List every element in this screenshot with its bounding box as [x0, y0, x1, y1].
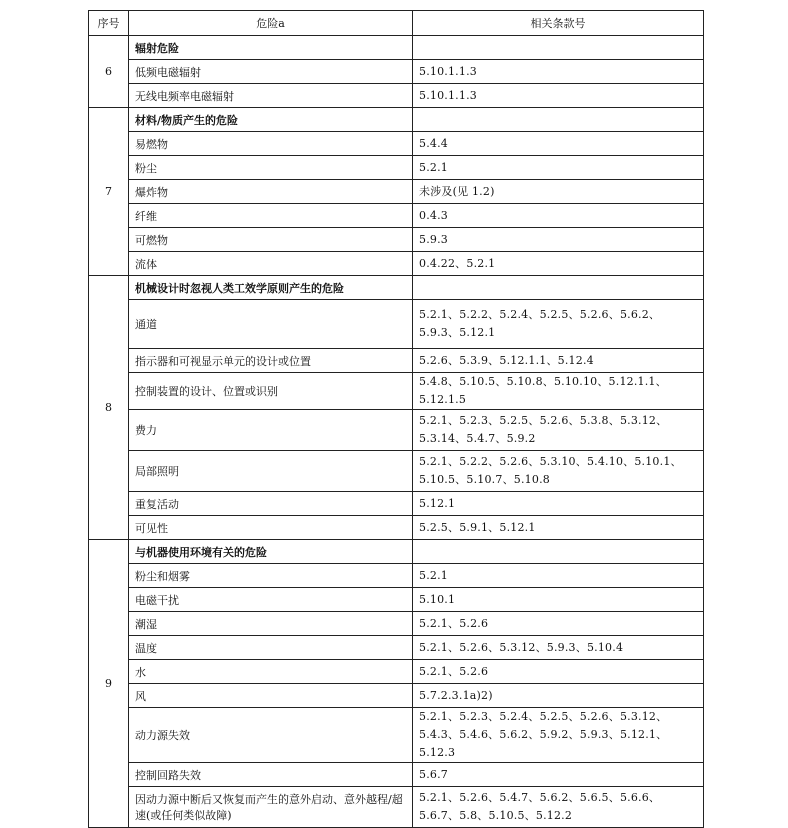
table-row: [89, 373, 704, 410]
group-number: 6: [89, 36, 129, 108]
category-title: 材料/物质产生的危险: [129, 108, 413, 132]
hazard-cell: 粉尘: [129, 156, 413, 180]
clauses-cell: 5.4.8、5.10.5、5.10.8、5.10.10、5.12.1.1、5.12.1.5: [413, 373, 704, 410]
table-row: [89, 588, 704, 612]
hazard-cell: 可燃物: [129, 228, 413, 252]
hazard-cell: 通道: [129, 300, 413, 349]
hazard-table: [88, 10, 704, 828]
group-number: 8: [89, 276, 129, 540]
clauses-cell: 5.2.1、5.2.6: [413, 612, 704, 636]
clauses-cell: 5.2.1、5.2.6、5.4.7、5.6.2、5.6.5、5.6.6、5.6.7、5.8、5.10.5、5.12.2: [413, 787, 704, 828]
table-row: [89, 84, 704, 108]
table-row: [89, 180, 704, 204]
clauses-cell: 未涉及(见 1.2): [413, 180, 704, 204]
clauses-cell: 5.2.1、5.2.3、5.2.5、5.2.6、5.3.8、5.3.12、5.3.14、5.4.7、5.9.2: [413, 410, 704, 451]
table-row: [89, 787, 704, 828]
header-no: 序号: [89, 11, 129, 36]
table-row: [89, 636, 704, 660]
clauses-cell: [413, 540, 704, 564]
table-row: [89, 349, 704, 373]
table-row: [89, 684, 704, 708]
hazard-cell: 无线电频率电磁辐射: [129, 84, 413, 108]
table-row: [89, 132, 704, 156]
hazard-cell: 粉尘和烟雾: [129, 564, 413, 588]
clauses-cell: 5.10.1.1.3: [413, 60, 704, 84]
category-row: [89, 540, 704, 564]
group-number: 9: [89, 540, 129, 828]
hazard-cell: 控制回路失效: [129, 763, 413, 787]
hazard-cell: 温度: [129, 636, 413, 660]
hazard-cell: 潮湿: [129, 612, 413, 636]
clauses-cell: 5.9.3: [413, 228, 704, 252]
hazard-cell: 可见性: [129, 516, 413, 540]
table-row: [89, 516, 704, 540]
clauses-cell: 5.2.1、5.2.2、5.2.4、5.2.5、5.2.6、5.6.2、5.9.3、5.12.1: [413, 300, 704, 349]
table-row: [89, 763, 704, 787]
hazard-cell: 动力源失效: [129, 708, 413, 763]
header-clauses: 相关条款号: [413, 11, 704, 36]
clauses-cell: [413, 108, 704, 132]
hazard-cell: 爆炸物: [129, 180, 413, 204]
hazard-cell: 水: [129, 660, 413, 684]
category-row: [89, 276, 704, 300]
table-row: [89, 564, 704, 588]
table-row: [89, 252, 704, 276]
clauses-cell: 5.6.7: [413, 763, 704, 787]
table-row: [89, 410, 704, 451]
hazard-cell: 重复活动: [129, 492, 413, 516]
table-row: [89, 60, 704, 84]
clauses-cell: [413, 36, 704, 60]
clauses-cell: 5.2.1: [413, 564, 704, 588]
hazard-cell: 易燃物: [129, 132, 413, 156]
clauses-cell: 0.4.22、5.2.1: [413, 252, 704, 276]
table-row: [89, 228, 704, 252]
header-hazard: 危险a: [129, 11, 413, 36]
hazard-cell: 低频电磁辐射: [129, 60, 413, 84]
hazard-cell: 纤维: [129, 204, 413, 228]
hazard-cell: 局部照明: [129, 451, 413, 492]
clauses-cell: 5.12.1: [413, 492, 704, 516]
table-row: [89, 300, 704, 349]
hazard-cell: 费力: [129, 410, 413, 451]
clauses-cell: 5.10.1: [413, 588, 704, 612]
table-row: [89, 708, 704, 763]
table-row: [89, 204, 704, 228]
category-title: 辐射危险: [129, 36, 413, 60]
clauses-cell: 5.10.1.1.3: [413, 84, 704, 108]
table-row: [89, 451, 704, 492]
hazard-cell: 电磁干扰: [129, 588, 413, 612]
table-row: [89, 492, 704, 516]
hazard-cell: 因动力源中断后又恢复而产生的意外启动、意外越程/超速(或任何类似故障): [129, 787, 413, 828]
hazard-cell: 指示器和可视显示单元的设计或位置: [129, 349, 413, 373]
clauses-cell: 5.2.1、5.2.2、5.2.6、5.3.10、5.4.10、5.10.1、5.10.5、5.10.7、5.10.8: [413, 451, 704, 492]
category-row: [89, 36, 704, 60]
category-title: 与机器使用环境有关的危险: [129, 540, 413, 564]
table-row: [89, 612, 704, 636]
clauses-cell: 0.4.3: [413, 204, 704, 228]
table-row: [89, 156, 704, 180]
table-row: [89, 660, 704, 684]
hazard-cell: 风: [129, 684, 413, 708]
clauses-cell: 5.2.1、5.2.6: [413, 660, 704, 684]
table-header-row: [89, 11, 704, 36]
category-title: 机械设计时忽视人类工效学原则产生的危险: [129, 276, 413, 300]
hazard-cell: 流体: [129, 252, 413, 276]
clauses-cell: 5.2.1、5.2.3、5.2.4、5.2.5、5.2.6、5.3.12、5.4.3、5.4.6、5.6.2、5.9.2、5.9.3、5.12.1、5.12.3: [413, 708, 704, 763]
clauses-cell: 5.4.4: [413, 132, 704, 156]
group-number: 7: [89, 108, 129, 276]
clauses-cell: 5.2.1、5.2.6、5.3.12、5.9.3、5.10.4: [413, 636, 704, 660]
category-row: [89, 108, 704, 132]
clauses-cell: 5.2.1: [413, 156, 704, 180]
clauses-cell: [413, 276, 704, 300]
clauses-cell: 5.2.6、5.3.9、5.12.1.1、5.12.4: [413, 349, 704, 373]
hazard-cell: 控制装置的设计、位置或识别: [129, 373, 413, 410]
clauses-cell: 5.2.5、5.9.1、5.12.1: [413, 516, 704, 540]
clauses-cell: 5.7.2.3.1a)2): [413, 684, 704, 708]
